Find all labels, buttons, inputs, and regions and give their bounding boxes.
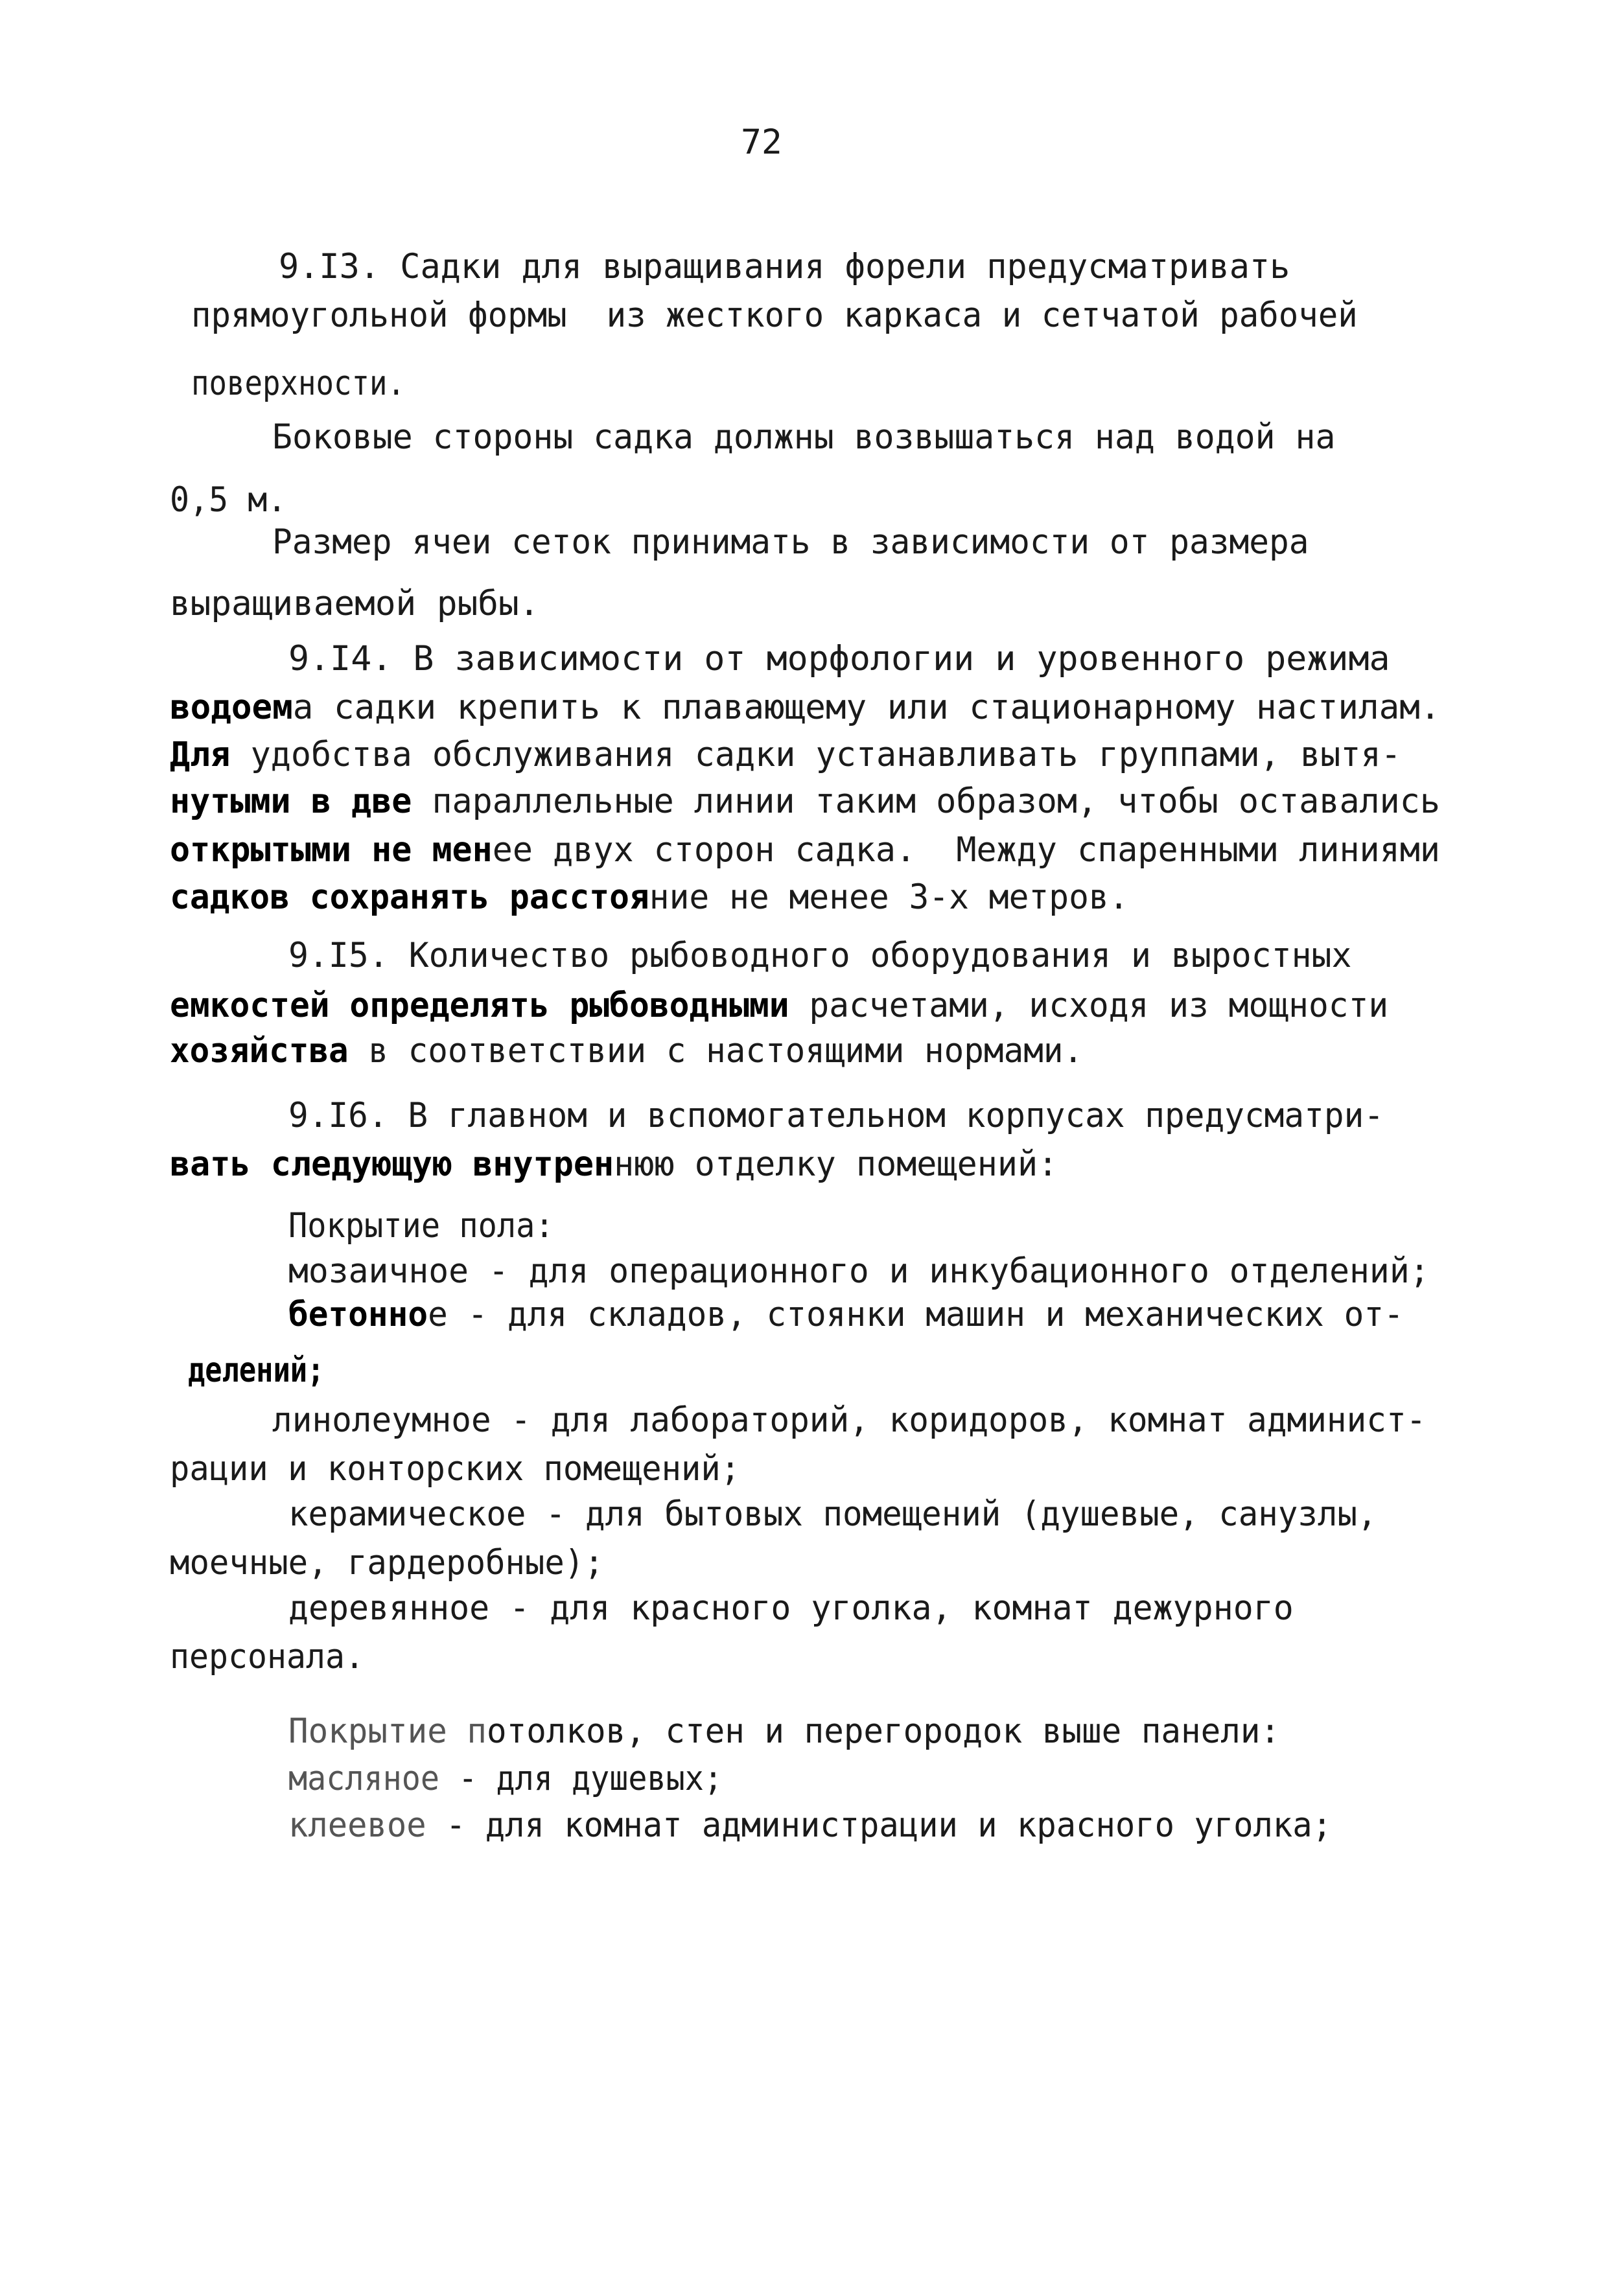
text-line-faded: Покрытие п (288, 1711, 487, 1751)
text-line-emphasis: водоем (170, 688, 293, 727)
text-line-body: - для комнат администрации и красного уголка; (426, 1805, 1333, 1845)
text-line: 0,5 м. (170, 480, 287, 520)
text-line: 9.I5. Количество рыбоводного оборудования и выростных (288, 936, 1352, 975)
text-line-body: в соответствии с настоящими нормами. (348, 1031, 1084, 1071)
text-line: линолеумное - для лабораторий, коридоров, комнат админист- (272, 1400, 1427, 1440)
text-line-body: нюю отделку помещений: (614, 1144, 1058, 1184)
text-line-body: отолков, стен и перегородок выше панели: (487, 1711, 1281, 1751)
text-line (288, 1805, 1333, 1845)
text-line: Размер ячеи сеток принимать в зависимости от размера (272, 522, 1309, 562)
text-line: Боковые стороны садка должны возвышаться над водой на (272, 417, 1336, 457)
text-line (170, 830, 1441, 870)
text-line: 9.I6. В главном и вспомогательном корпусах предусматри- (288, 1096, 1384, 1135)
text-line-body: ее двух сторон садка. Между спаренными линиями (492, 830, 1441, 870)
text-line-emphasis: емкостей определять рыбоводными (170, 986, 789, 1025)
text-line: деревянное - для красного уголка, комнат дежурного (288, 1588, 1294, 1628)
text-line (170, 737, 1401, 772)
page-number: 72 (741, 122, 782, 162)
text-line (288, 1711, 1281, 1751)
text-line (170, 1144, 1058, 1184)
text-line-faded: клеевое (288, 1805, 426, 1845)
text-line: персонала. (170, 1637, 364, 1676)
text-line-body: е - для складов, стоянки машин и механических от- (428, 1295, 1404, 1334)
text-line-body: ние не менее 3-х метров. (649, 877, 1129, 917)
text-line-emphasis: Для (170, 735, 231, 774)
text-line-emphasis: хозяйства (170, 1031, 349, 1071)
text-line (170, 1031, 1084, 1071)
text-line-emphasis: нутыми в две (170, 782, 412, 821)
text-line-body: удобства обслуживания садки устанавливать группами, вытя- (230, 735, 1401, 774)
text-line-body: а садки крепить к плавающему или стационарному настилам. (292, 688, 1441, 727)
text-line: мозаичное - для операционного и инкубационного отделений; (288, 1251, 1430, 1291)
text-line (170, 988, 1388, 1023)
text-line-body: параллельные линии таким образом, чтобы оставались (412, 782, 1440, 821)
text-line: прямоугольной формы из жесткого каркаса и сетчатой рабочей (191, 296, 1358, 335)
text-line (288, 1761, 723, 1796)
text-line (188, 1351, 325, 1390)
text-line: 9.I4. В зависимости от морфологии и уровенного режима (288, 639, 1390, 678)
text-line: керамическое - для бытовых помещений (душевые, санузлы, (288, 1494, 1377, 1534)
text-line-body: расчетами, исходя из мощности (789, 986, 1389, 1025)
text-line-emphasis: открытыми не мен (170, 830, 493, 870)
text-line-body: - для душевых; (458, 1759, 723, 1798)
text-line (170, 782, 1440, 821)
text-line-emphasis: делений; (188, 1351, 325, 1390)
text-line: поверхности. (191, 364, 406, 403)
text-line (170, 690, 1441, 725)
text-line: моечные, гардеробные); (170, 1543, 604, 1583)
text-line-faded: масляное (288, 1759, 459, 1798)
text-line: рации и конторских помещений; (170, 1449, 741, 1489)
text-line: выращиваемой рыбы. (170, 584, 540, 623)
text-line (170, 877, 1129, 917)
text-line-emphasis: садков сохранять расстоя (170, 877, 649, 917)
text-line-emphasis: вать следующую внутрен (170, 1144, 614, 1184)
text-line: 9.I3. Садки для выращивания форели предусматривать (279, 247, 1290, 286)
text-line-emphasis: бетонно (288, 1295, 428, 1334)
text-line (288, 1297, 1404, 1332)
text-line: Покрытие пола: (288, 1206, 554, 1246)
